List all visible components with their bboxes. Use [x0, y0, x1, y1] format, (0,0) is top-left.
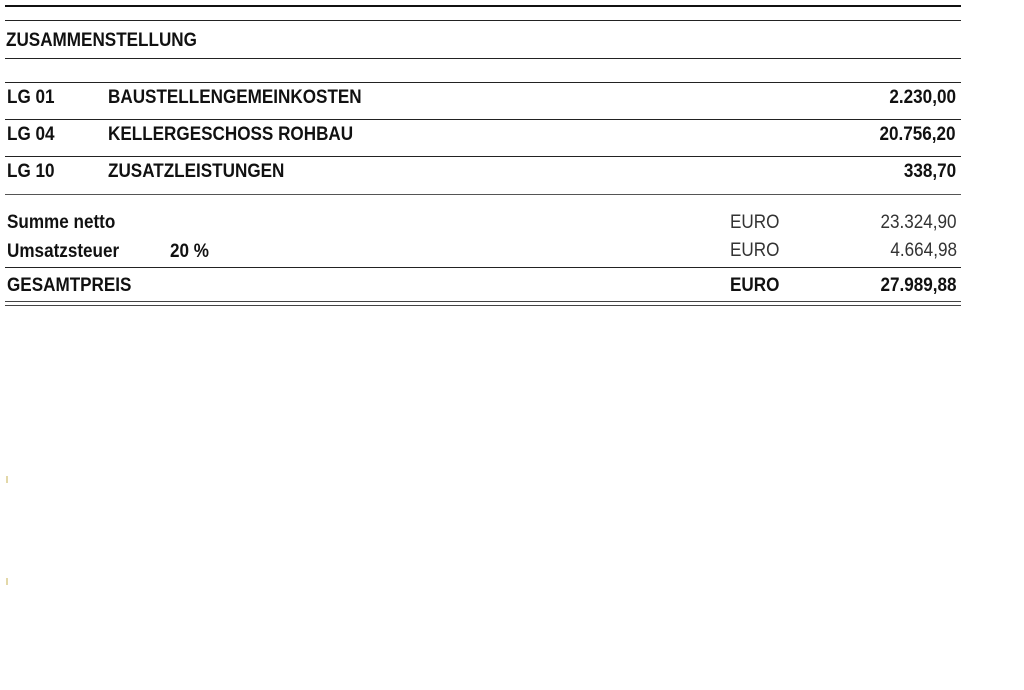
- vat-amount: 4.664,98: [890, 240, 957, 261]
- item-amount: 338,70: [903, 161, 956, 182]
- item-name: ZUSATZLEISTUNGEN: [108, 161, 285, 182]
- title-underline: [5, 58, 961, 59]
- item-code: LG 01: [7, 87, 55, 108]
- vat-rate: 20 %: [170, 241, 209, 262]
- item-code: LG 04: [7, 124, 55, 145]
- item-name: KELLERGESCHOSS ROHBAU: [108, 124, 354, 145]
- net-sum-amount: 23.324,90: [880, 212, 957, 233]
- item-code: LG 10: [7, 161, 55, 182]
- total-top-rule: [5, 267, 961, 268]
- row-divider: [5, 119, 961, 120]
- total-double-underline: [5, 301, 961, 306]
- total-amount: 27.989,88: [880, 275, 957, 296]
- items-bottom-rule: [5, 194, 961, 195]
- item-amount: 20.756,20: [879, 124, 956, 145]
- row-divider: [5, 156, 961, 157]
- item-amount: 2.230,00: [889, 87, 956, 108]
- total-label: GESAMTPREIS: [7, 275, 132, 296]
- table-top-rule: [5, 82, 961, 83]
- top-rule-2: [5, 20, 961, 21]
- scan-mark: [6, 476, 8, 483]
- vat-currency: EURO: [730, 240, 780, 261]
- net-sum-label: Summe netto: [7, 212, 116, 233]
- scan-mark: [6, 578, 8, 585]
- top-rule-1: [5, 5, 961, 7]
- item-name: BAUSTELLENGEMEINKOSTEN: [108, 87, 362, 108]
- page-title: ZUSAMMENSTELLUNG: [6, 30, 197, 51]
- vat-label: Umsatzsteuer: [7, 241, 120, 262]
- net-sum-currency: EURO: [730, 212, 780, 233]
- total-currency: EURO: [730, 275, 780, 296]
